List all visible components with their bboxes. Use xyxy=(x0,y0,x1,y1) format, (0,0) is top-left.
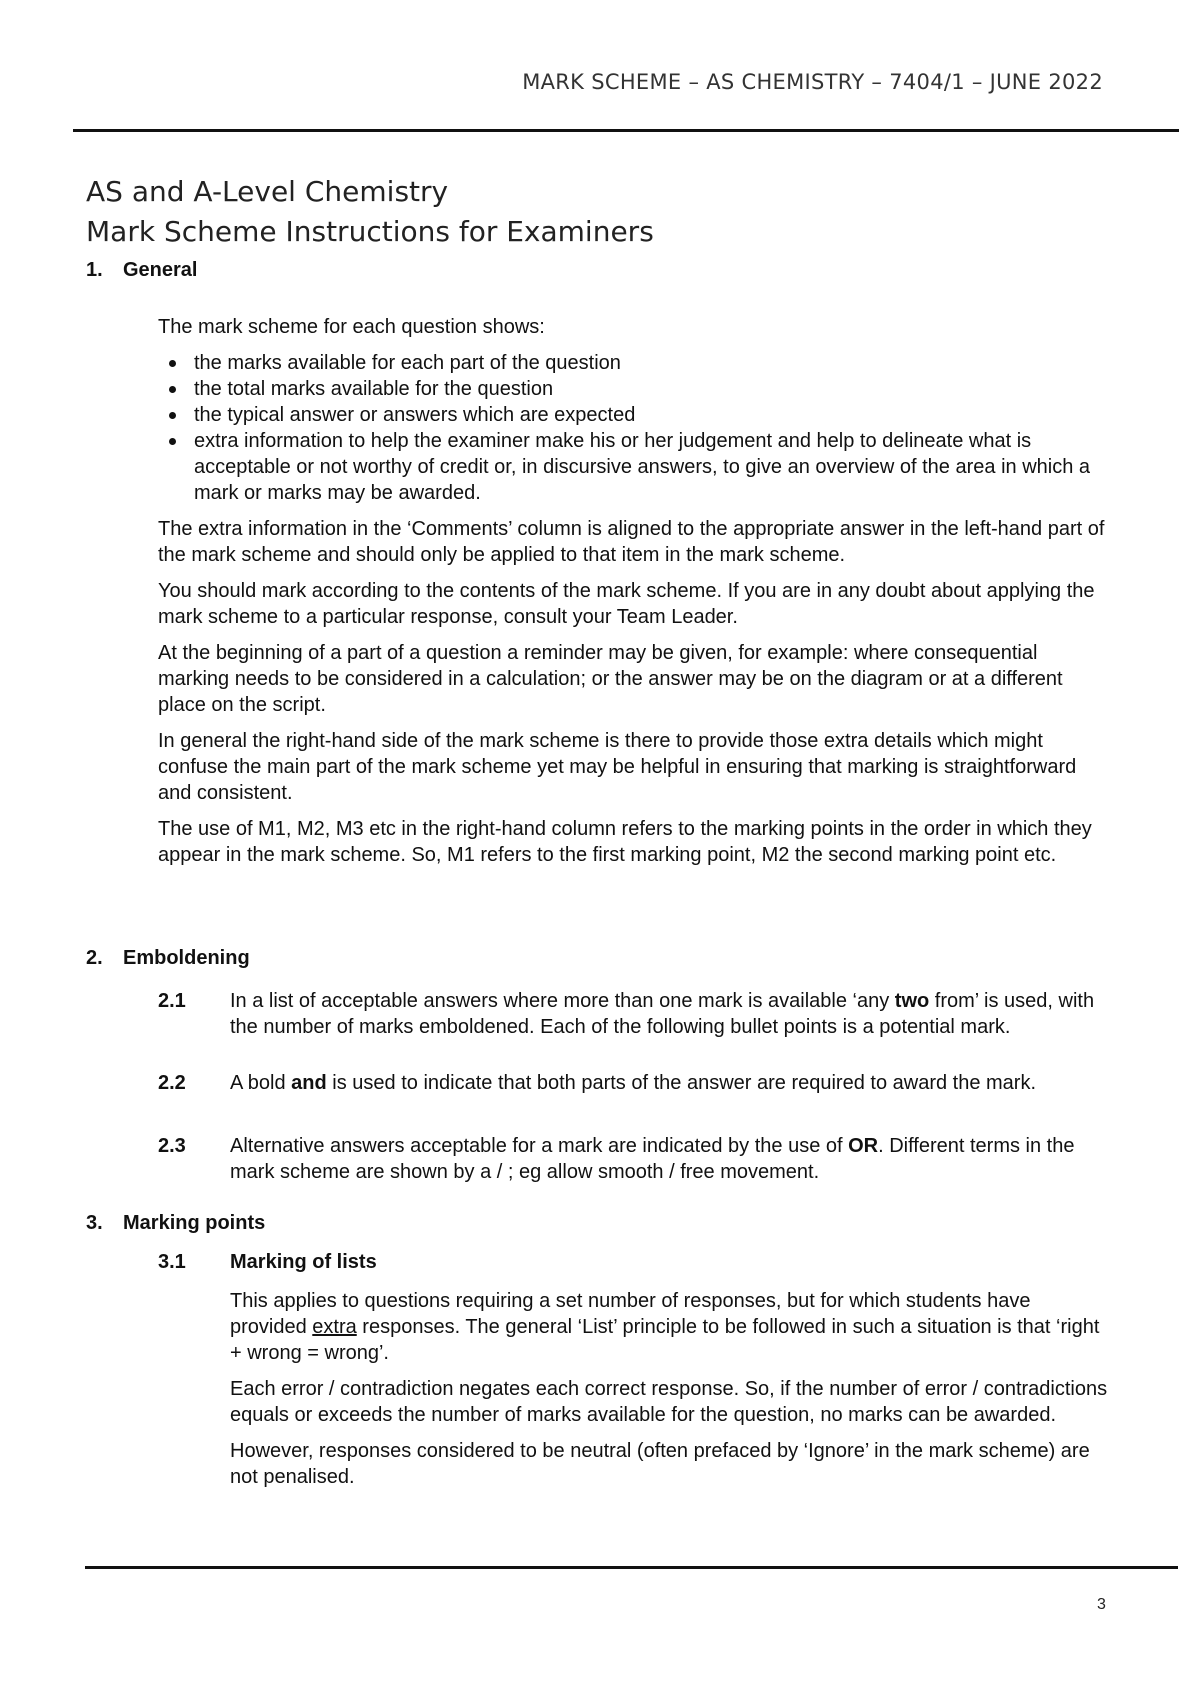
title-line-2: Mark Scheme Instructions for Examiners xyxy=(86,215,654,248)
list-item: the total marks available for the question xyxy=(158,376,1108,402)
page-number: 3 xyxy=(1097,1596,1106,1613)
emboldening-item-2-3 xyxy=(158,1133,1108,1185)
title-line-1: AS and A-Level Chemistry xyxy=(86,175,449,208)
item-number: 2.3 xyxy=(158,1135,186,1157)
list-item: extra information to help the examiner make his or her judgement and help to delineate what is acceptable or not worthy of credit or, in discursive answers, to give an overview of the area in which a mark or marks may be awarded. xyxy=(158,428,1108,506)
item-text: Alternative answers acceptable for a mark are indicated by the use of OR. Different terms in the mark scheme are shown by a / ; eg allow smooth / free movement. xyxy=(230,1135,1075,1183)
bold-term: two xyxy=(894,990,930,1012)
bold-term: OR xyxy=(848,1135,879,1157)
footer-rule xyxy=(85,1566,1178,1569)
paragraph: The use of M1, M2, M3 etc in the right-hand column refers to the marking points in the order in which they appear in the mark scheme. So, M1 refers to the first marking point, M2 the second marking point etc. xyxy=(158,818,1092,866)
bold-term: and xyxy=(291,1072,327,1094)
emboldening-item-2-1 xyxy=(158,988,1108,1040)
emboldening-item-2-2 xyxy=(158,1070,1108,1096)
header-rule xyxy=(73,129,1179,132)
section-title: Emboldening xyxy=(123,947,250,969)
general-intro: The mark scheme for each question shows: xyxy=(158,316,545,338)
paragraph: The extra information in the ‘Comments’ column is aligned to the appropriate answer in the left-hand part of the mark scheme and should only be applied to that item in the mark scheme. xyxy=(158,518,1105,566)
section-heading-emboldening xyxy=(86,945,250,971)
paragraph: At the beginning of a part of a question a reminder may be given, for example: where consequential marking needs to be considered in a calculation; or the answer may be on the diagram or at a different place on the script. xyxy=(158,642,1063,716)
item-text: A bold and is used to indicate that both parts of the answer are required to award the mark. xyxy=(230,1072,1037,1094)
item-number: 3.1 xyxy=(158,1251,186,1273)
paragraph: However, responses considered to be neutral (often prefaced by ‘Ignore’ in the mark scheme) are not penalised. xyxy=(230,1440,1090,1488)
section-number: 3. xyxy=(86,1212,103,1234)
item-text: In a list of acceptable answers where more than one mark is available ‘any two from’ is used, with the number of marks emboldened. Each of the following bullet points is a potential mark. xyxy=(230,990,1095,1038)
section-heading-marking-points xyxy=(86,1210,265,1236)
page-title xyxy=(86,172,654,252)
item-number: 2.2 xyxy=(158,1072,186,1094)
underlined-term: extra xyxy=(312,1316,357,1338)
paragraph: You should mark according to the contents of the mark scheme. If you are in any doubt about applying the mark scheme to a particular response, consult your Team Leader. xyxy=(158,580,1095,628)
section-title: General xyxy=(123,259,198,281)
general-bullet-list xyxy=(158,350,1108,506)
section-number: 2. xyxy=(86,947,103,969)
running-header: MARK SCHEME – AS CHEMISTRY – 7404/1 – JUNE 2022 xyxy=(522,70,1103,94)
item-number: 2.1 xyxy=(158,990,186,1012)
subsection-title: Marking of lists xyxy=(230,1251,377,1273)
paragraph: Each error / contradiction negates each correct response. So, if the number of error / contradictions equals or exceeds the number of marks available for the question, no marks can be awarded. xyxy=(230,1378,1108,1426)
section-heading-general xyxy=(86,257,197,283)
paragraph: This applies to questions requiring a set number of responses, but for which students have provided extra responses. The general ‘List’ principle to be followed in such a situation is that ‘right + wrong = wrong’. xyxy=(230,1290,1100,1364)
section-title: Marking points xyxy=(123,1212,266,1234)
paragraph: In general the right-hand side of the mark scheme is there to provide those extra details which might confuse the main part of the mark scheme yet may be helpful in ensuring that marking is straightforward and consistent. xyxy=(158,730,1077,804)
section-number: 1. xyxy=(86,259,103,281)
general-body xyxy=(158,314,1108,878)
marking-subsection-3-1 xyxy=(158,1249,1108,1490)
subsection-body xyxy=(230,1288,1108,1490)
list-item: the marks available for each part of the question xyxy=(158,350,1108,376)
list-item: the typical answer or answers which are expected xyxy=(158,402,1108,428)
